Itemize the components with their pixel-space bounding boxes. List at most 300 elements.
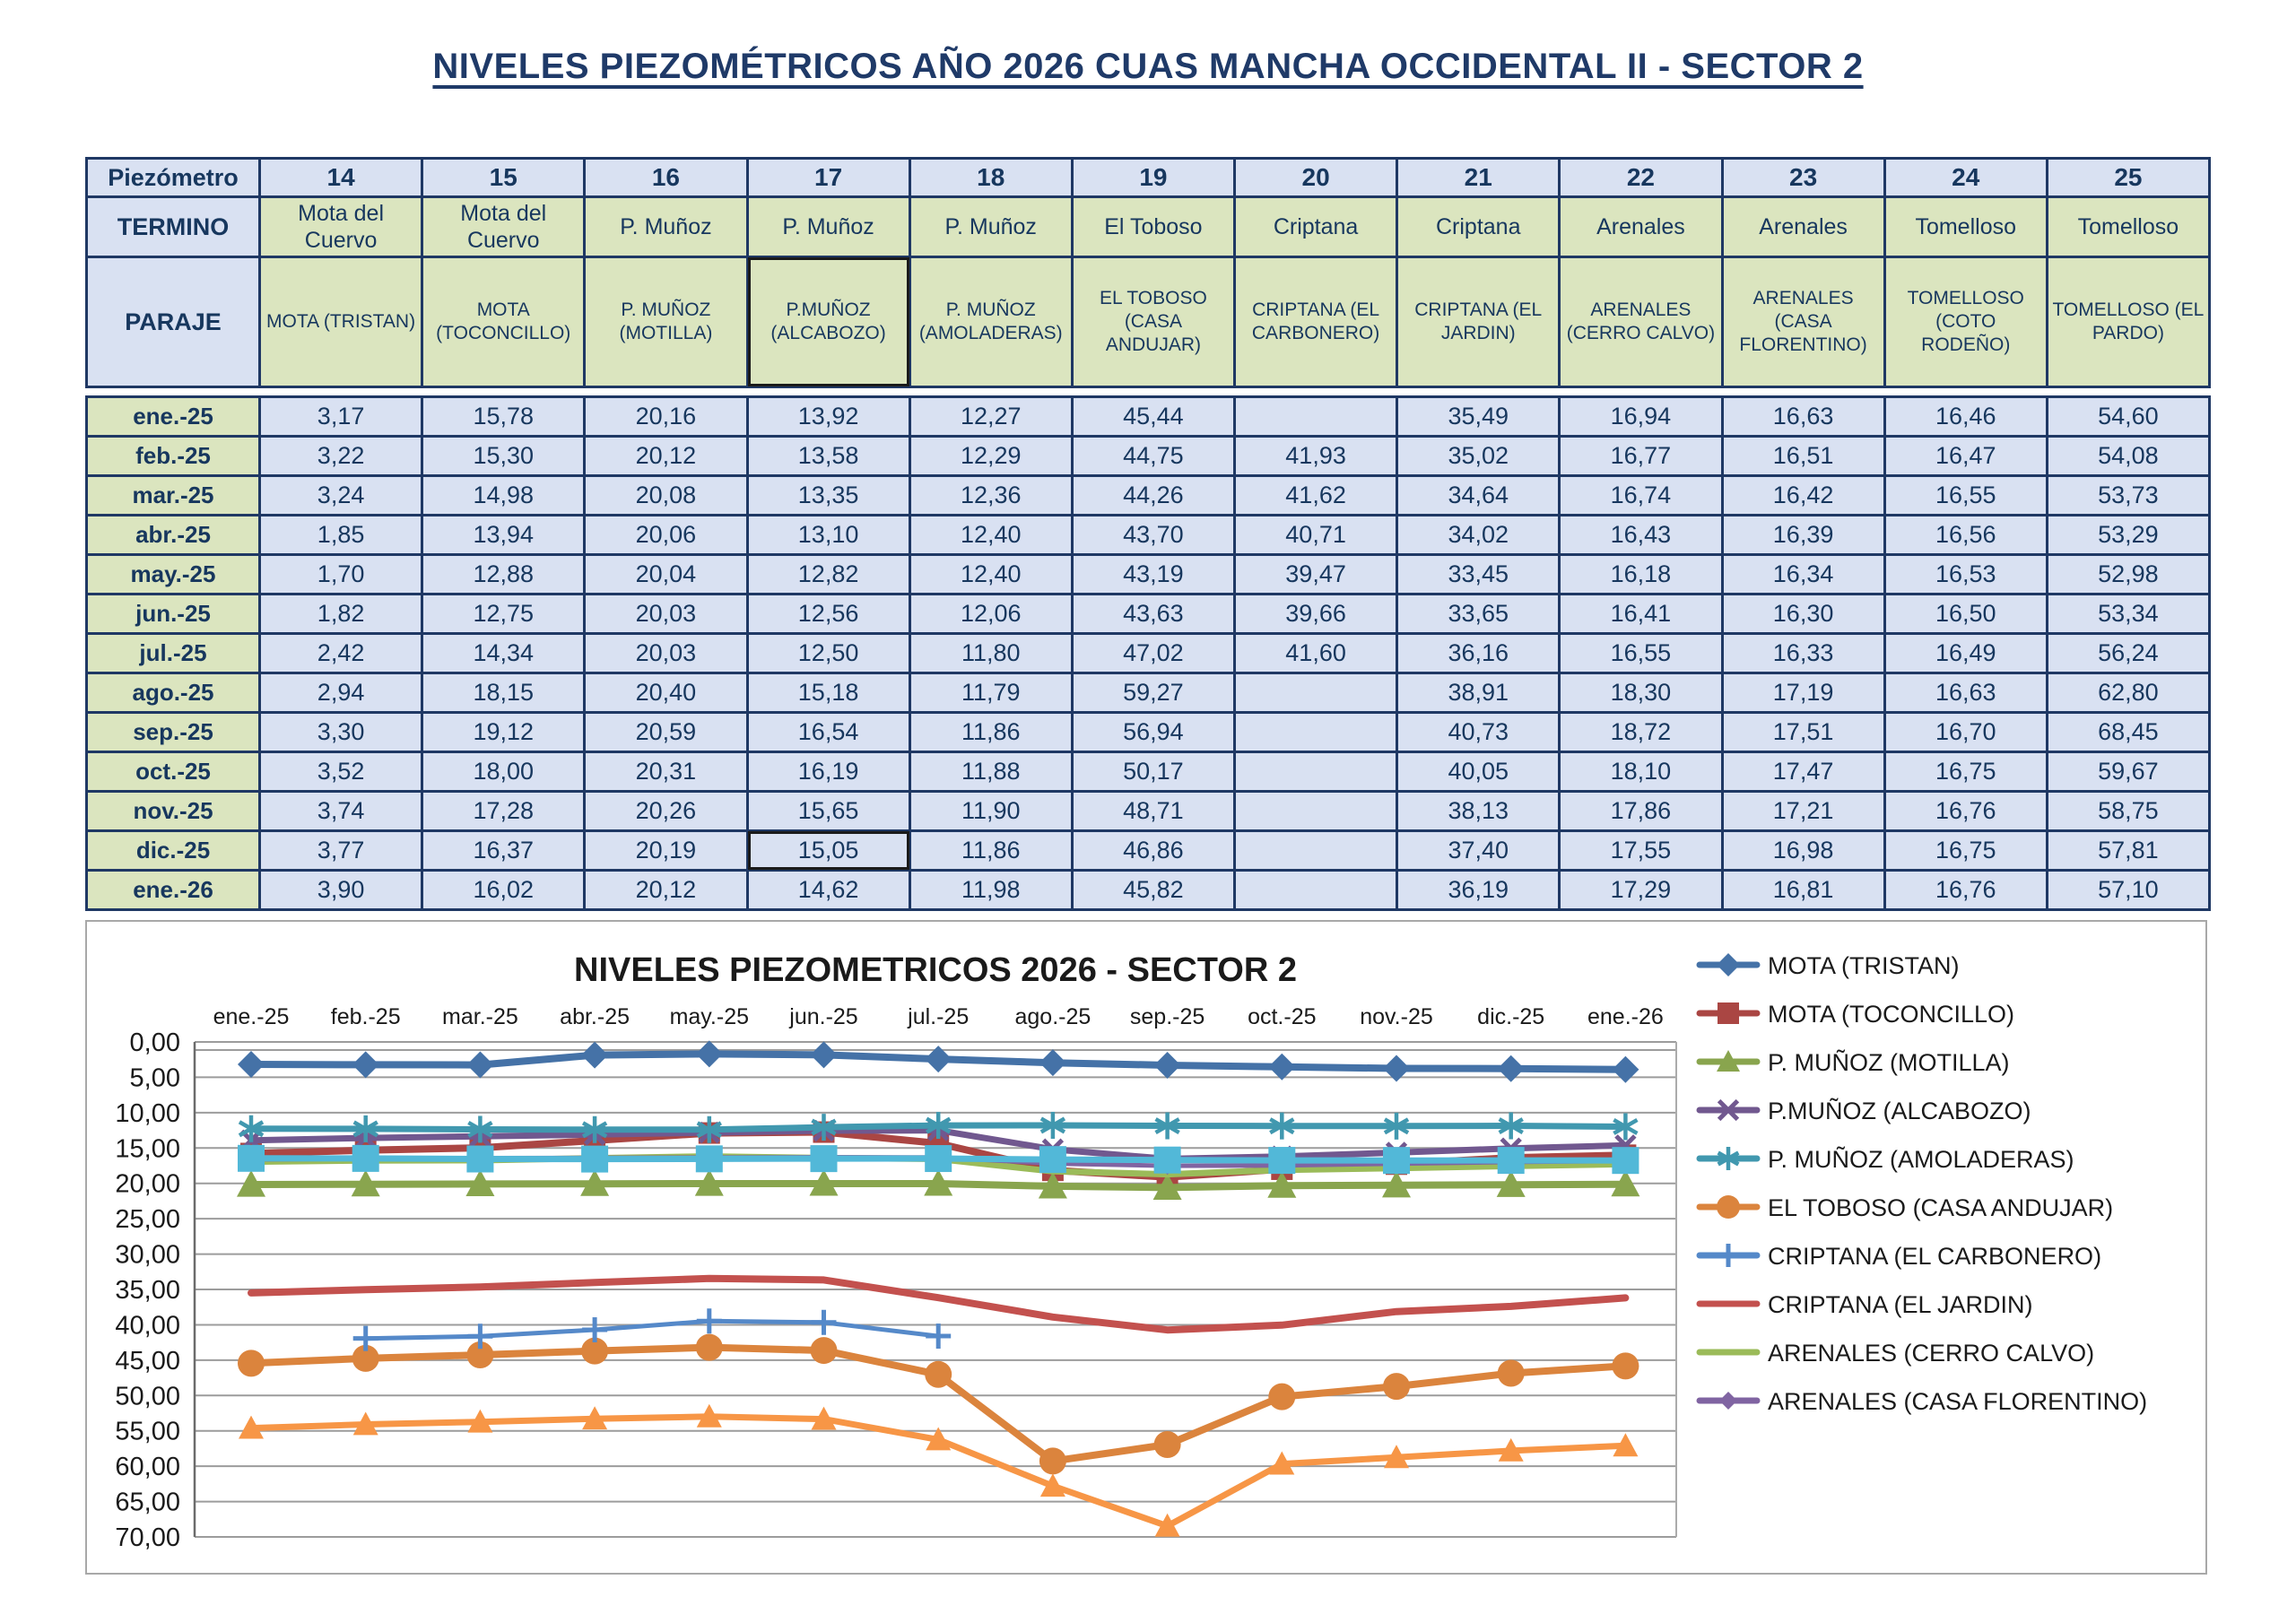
y-tick-label: 40,00 — [115, 1311, 180, 1341]
termino-cell[interactable]: Criptana — [1236, 198, 1396, 256]
legend-label: P.MUÑOZ (ALCABOZO) — [1768, 1098, 2031, 1124]
termino-cell[interactable]: Criptana — [1398, 198, 1558, 256]
value-cell[interactable] — [1236, 714, 1396, 751]
value-cell[interactable]: 20,04 — [586, 556, 745, 593]
series-marker — [581, 1146, 608, 1173]
value-cell[interactable]: 36,16 — [1398, 635, 1558, 672]
value-cell[interactable]: 14,98 — [423, 477, 583, 514]
series-marker — [925, 1145, 952, 1172]
value-cell[interactable]: 12,27 — [911, 398, 1071, 435]
termino-cell[interactable]: Arenales — [1724, 198, 1883, 256]
series-marker — [811, 1041, 838, 1068]
series-P. MUÑOZ (MOTILLA) — [237, 1169, 1639, 1200]
value-cell[interactable]: 59,27 — [1074, 674, 1233, 711]
value-cell[interactable]: 20,26 — [586, 793, 745, 829]
value-cell[interactable]: 20,08 — [586, 477, 745, 514]
termino-cell[interactable]: El Toboso — [1074, 198, 1233, 256]
value-cell[interactable]: 12,75 — [423, 595, 583, 632]
col-header-22[interactable]: 22 — [1561, 160, 1720, 195]
value-cell[interactable]: 53,73 — [2048, 477, 2208, 514]
value-cell[interactable]: 16,98 — [1724, 832, 1883, 869]
value-cell[interactable]: 56,24 — [2048, 635, 2208, 672]
termino-cell[interactable]: Arenales — [1561, 198, 1720, 256]
value-cell[interactable]: 34,64 — [1398, 477, 1558, 514]
value-cell[interactable]: 2,94 — [261, 674, 421, 711]
value-cell[interactable] — [1236, 398, 1396, 435]
series-marker — [1383, 1373, 1410, 1400]
value-cell[interactable]: 46,86 — [1074, 832, 1233, 869]
termino-cell[interactable]: Mota del Cuervo — [423, 198, 583, 256]
series-marker — [1612, 1352, 1639, 1379]
value-cell[interactable]: 16,39 — [1724, 516, 1883, 553]
series-marker — [238, 1145, 265, 1172]
value-cell[interactable]: 16,18 — [1561, 556, 1720, 593]
chart-legend — [1700, 952, 2147, 1415]
paraje-cell[interactable]: P. MUÑOZ (AMOLADERAS) — [911, 258, 1071, 386]
value-cell[interactable]: 18,00 — [423, 753, 583, 790]
value-cell[interactable]: 16,74 — [1561, 477, 1720, 514]
value-cell[interactable]: 35,02 — [1398, 438, 1558, 474]
value-cell[interactable]: 16,70 — [1886, 714, 2046, 751]
value-cell[interactable]: 19,12 — [423, 714, 583, 751]
month-cell[interactable]: ene.-25 — [88, 398, 258, 435]
value-cell[interactable]: 20,03 — [586, 595, 745, 632]
value-cell[interactable]: 13,35 — [749, 477, 909, 514]
value-cell[interactable]: 20,19 — [586, 832, 745, 869]
x-tick-label: dic.-25 — [1477, 1004, 1545, 1029]
col-header-18[interactable]: 18 — [911, 160, 1071, 195]
month-cell[interactable]: jul.-25 — [88, 635, 258, 672]
x-tick-label: abr.-25 — [560, 1004, 631, 1029]
value-cell[interactable]: 16,55 — [1561, 635, 1720, 672]
x-tick-label: jun.-25 — [789, 1004, 858, 1029]
paraje-cell[interactable]: P.MUÑOZ (ALCABOZO) — [749, 258, 909, 386]
series-marker — [1154, 1431, 1181, 1458]
value-cell[interactable]: 20,59 — [586, 714, 745, 751]
value-cell[interactable]: 3,52 — [261, 753, 421, 790]
col-header-25[interactable]: 25 — [2048, 160, 2208, 195]
month-cell[interactable]: feb.-25 — [88, 438, 258, 474]
legend-item — [1700, 1340, 2094, 1367]
x-tick-label: nov.-25 — [1360, 1004, 1433, 1029]
value-cell[interactable]: 16,41 — [1561, 595, 1720, 632]
x-tick-label: feb.-25 — [330, 1004, 401, 1029]
termino-cell[interactable]: P. Muñoz — [586, 198, 745, 256]
value-cell[interactable]: 15,30 — [423, 438, 583, 474]
series-marker — [1498, 1360, 1525, 1387]
series-marker — [238, 1350, 265, 1376]
series-marker — [1719, 1392, 1737, 1410]
x-tick-label: oct.-25 — [1248, 1004, 1317, 1029]
page-title: NIVELES PIEZOMÉTRICOS AÑO 2026 CUAS MANCHA OCCIDENTAL II - SECTOR 2 — [432, 47, 1864, 86]
x-tick-label: sep.-25 — [1129, 1004, 1205, 1029]
series-marker — [1039, 1049, 1066, 1076]
value-cell[interactable]: 12,56 — [749, 595, 909, 632]
value-cell[interactable]: 38,13 — [1398, 793, 1558, 829]
series-marker — [696, 1334, 723, 1361]
chart-title: NIVELES PIEZOMETRICOS 2026 - SECTOR 2 — [574, 951, 1297, 989]
series-marker — [1498, 1147, 1525, 1174]
value-cell[interactable]: 38,91 — [1398, 674, 1558, 711]
legend-item — [1700, 1243, 2101, 1270]
value-cell[interactable]: 15,65 — [749, 793, 909, 829]
series-line — [251, 1279, 1625, 1330]
value-cell[interactable]: 3,30 — [261, 714, 421, 751]
value-cell[interactable] — [1236, 793, 1396, 829]
paraje-cell[interactable]: EL TOBOSO (CASA ANDUJAR) — [1074, 258, 1233, 386]
value-cell[interactable]: 16,81 — [1724, 872, 1883, 908]
value-cell[interactable]: 16,47 — [1886, 438, 2046, 474]
legend-label: P. MUÑOZ (MOTILLA) — [1768, 1049, 2010, 1076]
value-cell[interactable]: 68,45 — [2048, 714, 2208, 751]
value-cell[interactable]: 58,75 — [2048, 793, 2208, 829]
corner-label[interactable]: Piezómetro — [88, 160, 258, 195]
col-header-16[interactable]: 16 — [586, 160, 745, 195]
value-cell[interactable]: 3,90 — [261, 872, 421, 908]
paraje-cell[interactable]: ARENALES (CERRO CALVO) — [1561, 258, 1720, 386]
value-cell[interactable]: 13,92 — [749, 398, 909, 435]
value-cell[interactable]: 12,82 — [749, 556, 909, 593]
y-tick-label: 20,00 — [115, 1169, 180, 1199]
value-cell[interactable]: 16,94 — [1561, 398, 1720, 435]
value-cell[interactable] — [1236, 832, 1396, 869]
paraje-row-label[interactable]: PARAJE — [88, 258, 258, 386]
series-marker — [1268, 1054, 1295, 1081]
y-tick-label: 30,00 — [115, 1240, 180, 1270]
value-cell[interactable]: 40,05 — [1398, 753, 1558, 790]
value-cell[interactable]: 17,86 — [1561, 793, 1720, 829]
value-cell[interactable]: 37,40 — [1398, 832, 1558, 869]
x-tick-label: may.-25 — [669, 1004, 750, 1029]
value-cell[interactable]: 11,86 — [911, 832, 1071, 869]
value-cell[interactable]: 16,34 — [1724, 556, 1883, 593]
value-cell[interactable]: 15,78 — [423, 398, 583, 435]
value-cell[interactable]: 43,63 — [1074, 595, 1233, 632]
value-cell[interactable]: 20,31 — [586, 753, 745, 790]
col-header-23[interactable]: 23 — [1724, 160, 1883, 195]
x-tick-label: ene.-25 — [213, 1004, 290, 1029]
legend-label: P. MUÑOZ (AMOLADERAS) — [1768, 1146, 2074, 1173]
value-cell[interactable]: 16,19 — [749, 753, 909, 790]
value-cell[interactable]: 20,03 — [586, 635, 745, 672]
termino-cell[interactable]: Mota del Cuervo — [261, 198, 421, 256]
series-marker — [466, 1146, 493, 1173]
value-cell[interactable]: 3,22 — [261, 438, 421, 474]
value-cell[interactable]: 16,46 — [1886, 398, 2046, 435]
series-CRIPTANA (EL JARDIN) — [251, 1279, 1625, 1330]
legend-item — [1700, 1048, 2010, 1076]
legend-label: MOTA (TRISTAN) — [1768, 952, 1960, 979]
col-header-19[interactable]: 19 — [1074, 160, 1233, 195]
value-cell[interactable]: 18,30 — [1561, 674, 1720, 711]
value-cell[interactable]: 20,06 — [586, 516, 745, 553]
value-cell[interactable] — [1236, 872, 1396, 908]
value-cell[interactable]: 57,81 — [2048, 832, 2208, 869]
series-line — [366, 1321, 938, 1338]
y-tick-label: 5,00 — [129, 1063, 180, 1093]
paraje-cell[interactable]: TOMELLOSO (EL PARDO) — [2048, 258, 2208, 386]
series-marker — [1039, 1146, 1066, 1173]
series-marker — [1268, 1147, 1295, 1174]
value-cell[interactable]: 16,77 — [1561, 438, 1720, 474]
series-marker — [1039, 1447, 1066, 1474]
value-cell[interactable]: 2,42 — [261, 635, 421, 672]
value-cell[interactable]: 33,65 — [1398, 595, 1558, 632]
month-cell[interactable]: sep.-25 — [88, 714, 258, 751]
value-cell[interactable]: 53,34 — [2048, 595, 2208, 632]
col-header-17[interactable]: 17 — [749, 160, 909, 195]
value-cell[interactable]: 14,62 — [749, 872, 909, 908]
month-cell[interactable]: jun.-25 — [88, 595, 258, 632]
value-cell[interactable]: 48,71 — [1074, 793, 1233, 829]
piezometer-data-table — [85, 395, 2211, 911]
month-cell[interactable]: mar.-25 — [88, 477, 258, 514]
value-cell[interactable]: 20,40 — [586, 674, 745, 711]
series-marker — [581, 1042, 608, 1069]
termino-row-label[interactable]: TERMINO — [88, 198, 258, 256]
value-cell[interactable]: 11,79 — [911, 674, 1071, 711]
series-marker — [1612, 1147, 1639, 1174]
value-cell[interactable]: 16,43 — [1561, 516, 1720, 553]
value-cell[interactable]: 35,49 — [1398, 398, 1558, 435]
y-tick-label: 15,00 — [115, 1134, 180, 1164]
value-cell[interactable]: 54,60 — [2048, 398, 2208, 435]
value-cell[interactable]: 40,73 — [1398, 714, 1558, 751]
value-cell[interactable]: 45,44 — [1074, 398, 1233, 435]
value-cell[interactable]: 13,94 — [423, 516, 583, 553]
month-cell[interactable]: ene.-26 — [88, 872, 258, 908]
value-cell[interactable]: 53,29 — [2048, 516, 2208, 553]
value-cell[interactable]: 40,71 — [1236, 516, 1396, 553]
legend-item — [1700, 1097, 2031, 1124]
line-chart-svg — [87, 922, 2205, 1573]
paraje-cell[interactable]: TOMELLOSO (COTO RODEÑO) — [1886, 258, 2046, 386]
value-cell[interactable]: 13,10 — [749, 516, 909, 553]
value-cell[interactable]: 36,19 — [1398, 872, 1558, 908]
y-tick-label: 0,00 — [129, 1028, 180, 1057]
value-cell[interactable]: 12,40 — [911, 516, 1071, 553]
value-cell[interactable]: 11,98 — [911, 872, 1071, 908]
x-tick-label: mar.-25 — [442, 1004, 518, 1029]
value-cell[interactable]: 16,30 — [1724, 595, 1883, 632]
value-cell[interactable]: 16,56 — [1886, 516, 2046, 553]
series-marker — [352, 1051, 379, 1078]
value-cell[interactable]: 17,55 — [1561, 832, 1720, 869]
series-marker — [811, 1145, 838, 1172]
paraje-cell[interactable]: CRIPTANA (EL CARBONERO) — [1236, 258, 1396, 386]
value-cell[interactable]: 17,21 — [1724, 793, 1883, 829]
value-cell[interactable]: 11,80 — [911, 635, 1071, 672]
value-cell[interactable]: 43,70 — [1074, 516, 1233, 553]
series-marker — [352, 1145, 379, 1172]
value-cell[interactable]: 3,77 — [261, 832, 421, 869]
value-cell[interactable]: 33,45 — [1398, 556, 1558, 593]
legend-label: ARENALES (CERRO CALVO) — [1768, 1340, 2095, 1367]
paraje-cell[interactable]: MOTA (TOCONCILLO) — [423, 258, 583, 386]
value-cell[interactable]: 20,16 — [586, 398, 745, 435]
paraje-cell[interactable]: P. MUÑOZ (MOTILLA) — [586, 258, 745, 386]
value-cell[interactable] — [1236, 674, 1396, 711]
col-header-20[interactable]: 20 — [1236, 160, 1396, 195]
month-cell[interactable]: nov.-25 — [88, 793, 258, 829]
legend-item — [1700, 1388, 2147, 1415]
value-cell[interactable]: 16,54 — [749, 714, 909, 751]
paraje-cell[interactable]: MOTA (TRISTAN) — [261, 258, 421, 386]
paraje-cell[interactable]: CRIPTANA (EL JARDIN) — [1398, 258, 1558, 386]
y-tick-label: 35,00 — [115, 1276, 180, 1306]
value-cell[interactable]: 1,85 — [261, 516, 421, 553]
value-cell[interactable]: 20,12 — [586, 438, 745, 474]
value-cell[interactable]: 54,08 — [2048, 438, 2208, 474]
value-cell[interactable]: 13,58 — [749, 438, 909, 474]
value-cell[interactable]: 16,50 — [1886, 595, 2046, 632]
value-cell[interactable]: 59,67 — [2048, 753, 2208, 790]
value-cell[interactable]: 34,02 — [1398, 516, 1558, 553]
value-cell[interactable]: 16,51 — [1724, 438, 1883, 474]
value-cell[interactable]: 16,53 — [1886, 556, 2046, 593]
value-cell[interactable]: 44,26 — [1074, 477, 1233, 514]
value-cell[interactable]: 16,63 — [1724, 398, 1883, 435]
value-cell[interactable]: 11,90 — [911, 793, 1071, 829]
value-cell[interactable]: 16,33 — [1724, 635, 1883, 672]
value-cell[interactable]: 16,75 — [1886, 832, 2046, 869]
value-cell[interactable]: 12,06 — [911, 595, 1071, 632]
y-tick-label: 70,00 — [115, 1523, 180, 1553]
value-cell[interactable]: 44,75 — [1074, 438, 1233, 474]
value-cell[interactable]: 20,12 — [586, 872, 745, 908]
value-cell[interactable]: 50,17 — [1074, 753, 1233, 790]
value-cell[interactable]: 17,47 — [1724, 753, 1883, 790]
value-cell[interactable]: 1,82 — [261, 595, 421, 632]
value-cell[interactable]: 3,17 — [261, 398, 421, 435]
paraje-cell[interactable]: ARENALES (CASA FLORENTINO) — [1724, 258, 1883, 386]
month-cell[interactable]: abr.-25 — [88, 516, 258, 553]
value-cell[interactable]: 39,66 — [1236, 595, 1396, 632]
series-CRIPTANA (EL CARBONERO) — [353, 1308, 951, 1350]
month-cell[interactable]: oct.-25 — [88, 753, 258, 790]
series-marker — [1154, 1052, 1181, 1079]
value-cell[interactable]: 18,15 — [423, 674, 583, 711]
value-cell[interactable]: 18,10 — [1561, 753, 1720, 790]
termino-cell[interactable]: P. Muñoz — [749, 198, 909, 256]
legend-label: EL TOBOSO (CASA ANDUJAR) — [1768, 1194, 2114, 1221]
termino-cell[interactable]: Tomelloso — [2048, 198, 2208, 256]
col-header-15[interactable]: 15 — [423, 160, 583, 195]
value-cell[interactable]: 16,42 — [1724, 477, 1883, 514]
series-marker — [1154, 1147, 1181, 1174]
value-cell[interactable]: 17,19 — [1724, 674, 1883, 711]
value-cell[interactable] — [1236, 753, 1396, 790]
value-cell[interactable]: 41,62 — [1236, 477, 1396, 514]
value-cell[interactable]: 16,63 — [1886, 674, 2046, 711]
series-marker — [696, 1040, 723, 1067]
col-header-14[interactable]: 14 — [261, 160, 421, 195]
series-TOMELLOSO (EL PARDO) — [239, 1404, 1638, 1537]
series-marker — [1718, 1002, 1739, 1024]
value-cell[interactable]: 12,40 — [911, 556, 1071, 593]
series-marker — [238, 1051, 265, 1078]
value-cell[interactable]: 45,82 — [1074, 872, 1233, 908]
value-cell[interactable]: 18,72 — [1561, 714, 1720, 751]
y-tick-label: 10,00 — [115, 1098, 180, 1128]
series-marker — [1717, 953, 1740, 976]
legend-item — [1700, 952, 1959, 979]
value-cell[interactable]: 16,75 — [1886, 753, 2046, 790]
series-marker — [1383, 1147, 1410, 1174]
value-cell[interactable]: 1,70 — [261, 556, 421, 593]
value-cell[interactable]: 17,29 — [1561, 872, 1720, 908]
month-cell[interactable]: ago.-25 — [88, 674, 258, 711]
value-cell[interactable]: 16,76 — [1886, 793, 2046, 829]
value-cell[interactable]: 12,29 — [911, 438, 1071, 474]
value-cell[interactable]: 56,94 — [1074, 714, 1233, 751]
x-tick-label: ago.-25 — [1014, 1004, 1091, 1029]
value-cell[interactable]: 17,28 — [423, 793, 583, 829]
value-cell[interactable]: 14,34 — [423, 635, 583, 672]
value-cell[interactable]: 57,10 — [2048, 872, 2208, 908]
legend-item — [1700, 1145, 2074, 1173]
x-tick-label: ene.-26 — [1587, 1004, 1664, 1029]
month-cell[interactable]: dic.-25 — [88, 832, 258, 869]
value-cell[interactable]: 16,49 — [1886, 635, 2046, 672]
legend-label: CRIPTANA (EL CARBONERO) — [1768, 1243, 2102, 1270]
value-cell[interactable]: 16,55 — [1886, 477, 2046, 514]
legend-item — [1700, 1291, 2033, 1318]
termino-cell[interactable]: Tomelloso — [1886, 198, 2046, 256]
value-cell[interactable]: 15,18 — [749, 674, 909, 711]
x-axis-labels — [213, 1004, 1664, 1029]
y-tick-label: 50,00 — [115, 1382, 180, 1411]
value-cell[interactable]: 39,47 — [1236, 556, 1396, 593]
col-header-21[interactable]: 21 — [1398, 160, 1558, 195]
value-cell[interactable]: 15,05 — [749, 832, 909, 869]
col-header-24[interactable]: 24 — [1886, 160, 2046, 195]
value-cell[interactable]: 11,88 — [911, 753, 1071, 790]
piezometric-levels-chart[interactable] — [85, 920, 2207, 1575]
legend-label: CRIPTANA (EL JARDIN) — [1768, 1291, 2033, 1318]
value-cell[interactable]: 11,86 — [911, 714, 1071, 751]
series-marker — [1268, 1384, 1295, 1410]
y-tick-label: 45,00 — [115, 1346, 180, 1376]
value-cell[interactable]: 41,60 — [1236, 635, 1396, 672]
termino-cell[interactable]: P. Muñoz — [911, 198, 1071, 256]
value-cell[interactable]: 16,76 — [1886, 872, 2046, 908]
legend-item — [1700, 1001, 2014, 1028]
x-tick-label: jul.-25 — [908, 1004, 970, 1029]
value-cell[interactable]: 3,24 — [261, 477, 421, 514]
month-cell[interactable]: may.-25 — [88, 556, 258, 593]
y-tick-label: 25,00 — [115, 1205, 180, 1235]
value-cell[interactable]: 12,50 — [749, 635, 909, 672]
value-cell[interactable]: 16,37 — [423, 832, 583, 869]
value-cell[interactable]: 41,93 — [1236, 438, 1396, 474]
value-cell[interactable]: 43,19 — [1074, 556, 1233, 593]
value-cell[interactable]: 3,74 — [261, 793, 421, 829]
value-cell[interactable]: 47,02 — [1074, 635, 1233, 672]
y-tick-label: 60,00 — [115, 1453, 180, 1482]
value-cell[interactable]: 16,02 — [423, 872, 583, 908]
legend-label: MOTA (TOCONCILLO) — [1768, 1001, 2015, 1028]
series-marker — [1612, 1056, 1639, 1083]
value-cell[interactable]: 12,36 — [911, 477, 1071, 514]
value-cell[interactable]: 62,80 — [2048, 674, 2208, 711]
series-marker — [696, 1145, 723, 1172]
value-cell[interactable]: 52,98 — [2048, 556, 2208, 593]
y-tick-label: 55,00 — [115, 1417, 180, 1446]
value-cell[interactable]: 17,51 — [1724, 714, 1883, 751]
series-marker — [811, 1337, 838, 1364]
value-cell[interactable]: 12,88 — [423, 556, 583, 593]
